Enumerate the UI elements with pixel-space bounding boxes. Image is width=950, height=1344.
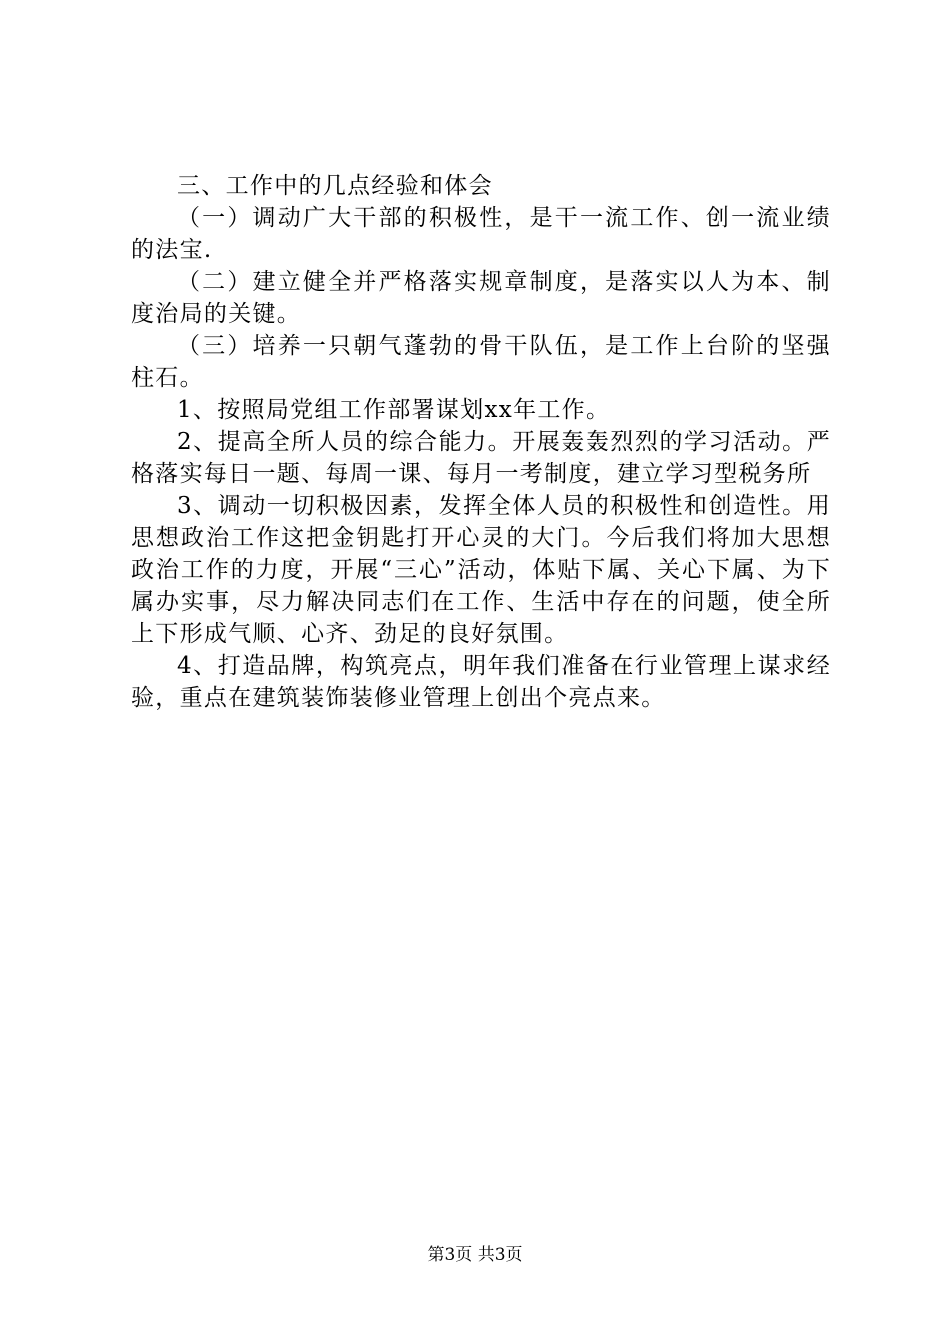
paragraph-item-2: （二）建立健全并严格落实规章制度，是落实以人为本、制度治局的关键。 xyxy=(131,269,831,327)
paragraph-plan-3: 3、调动一切积极因素，发挥全体人员的积极性和创造性。用思想政治工作这把金钥匙打开心灵的大门。今后我们将加大思想政治工作的力度，开展“三心”活动，体贴下属、关心下属、为下属办实事，尽力解决同志们在工作、生活中存在的问题，使全所上下形成气顺、心齐、劲足的良好氛围。 xyxy=(131,493,831,647)
paragraph-plan-1: 1、按照局党组工作部署谋划xx年工作。 xyxy=(177,397,611,423)
paragraph-plan-4: 4、打造品牌，构筑亮点，明年我们准备在行业管理上谋求经验，重点在建筑装饰装修业管理上创出个亮点来。 xyxy=(131,653,831,711)
paragraph-item-3: （三）培养一只朝气蓬勃的骨干队伍，是工作上台阶的坚强柱石。 xyxy=(131,333,831,391)
section-heading: 三、工作中的几点经验和体会 xyxy=(177,173,493,199)
page-footer xyxy=(0,1243,950,1267)
paragraph-plan-2: 2、提高全所人员的综合能力。开展轰轰烈烈的学习活动。严格落实每日一题、每周一课、每月一考制度，建立学习型税务所 xyxy=(131,429,831,487)
paragraph-item-1: （一）调动广大干部的积极性，是干一流工作、创一流业绩的法宝. xyxy=(131,205,831,263)
page-number: 第3页 共3页 xyxy=(427,1245,523,1265)
document-body xyxy=(131,170,831,714)
